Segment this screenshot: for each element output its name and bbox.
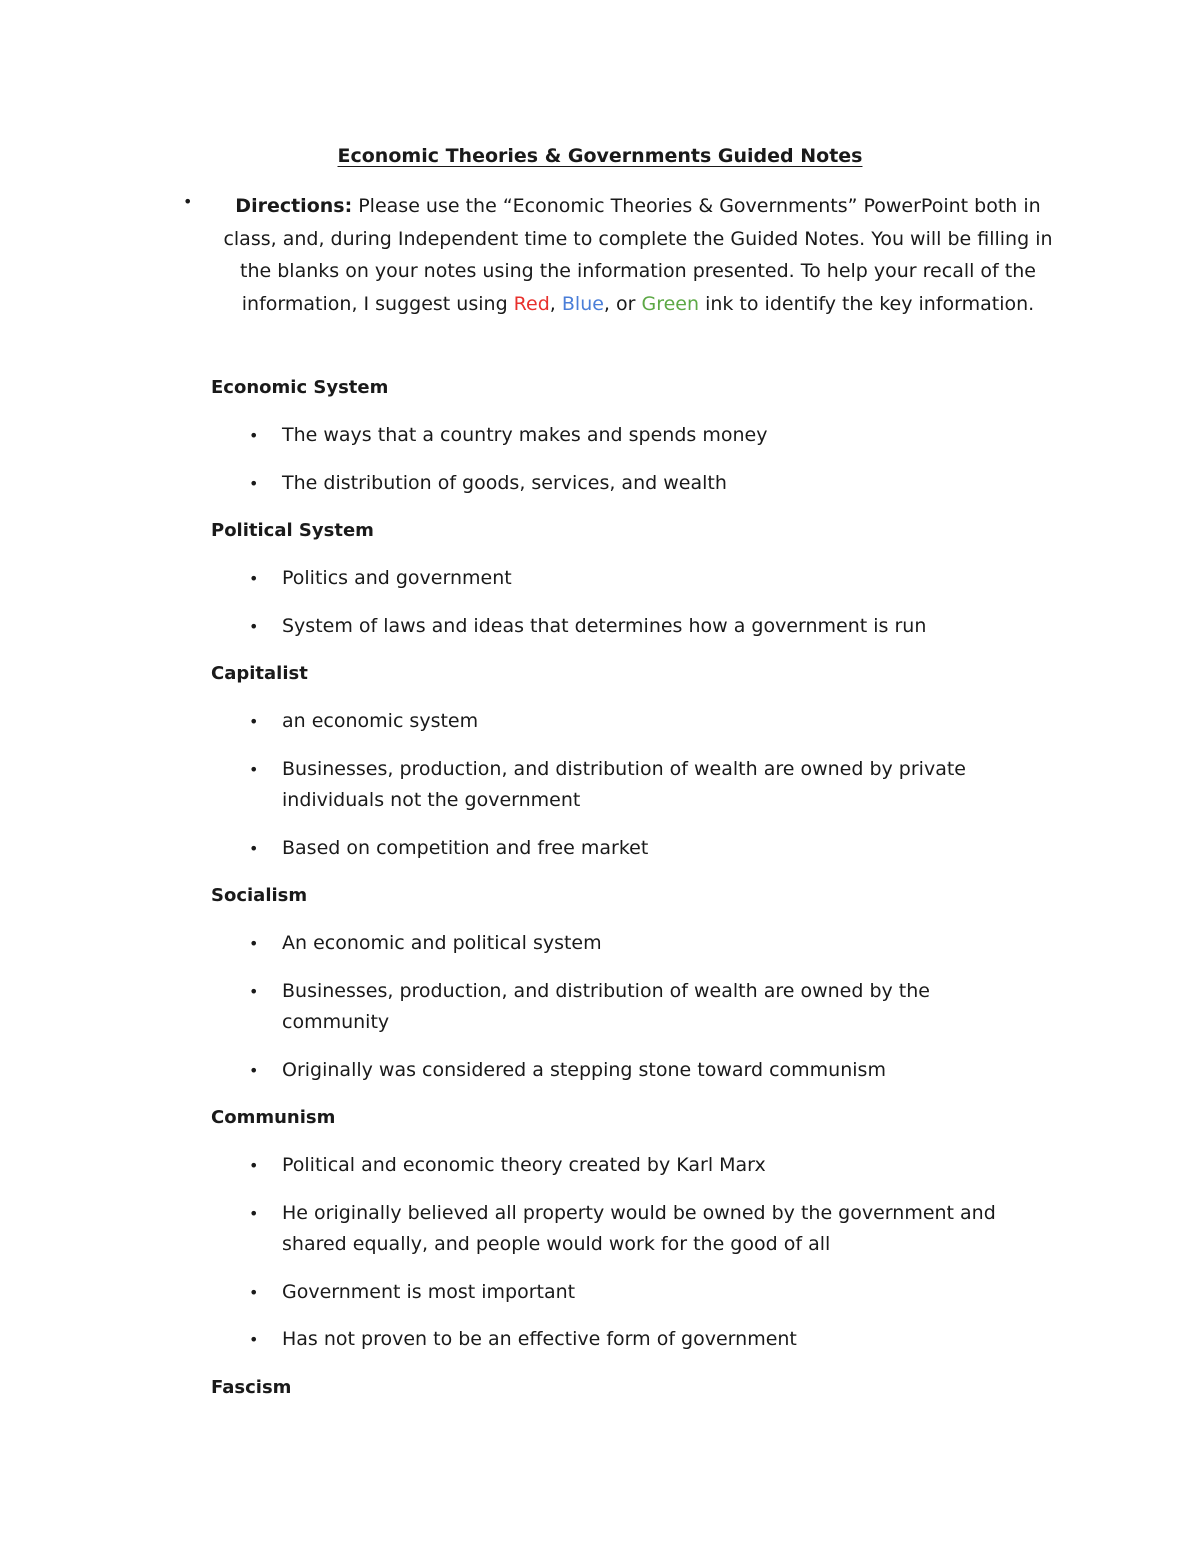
list-item-text: He originally believed all property would be owned by the government and shared equally, and people would work for the good of all xyxy=(282,1201,996,1255)
list-item xyxy=(211,1150,1041,1182)
directions-separator: , or xyxy=(603,292,642,315)
section-heading: Capitalist xyxy=(211,663,308,684)
list-item-text: Has not proven to be an effective form of government xyxy=(282,1328,797,1350)
list-item-text: Political and economic theory created by Karl Marx xyxy=(282,1154,766,1176)
directions-block xyxy=(183,190,1063,320)
list-item xyxy=(211,1198,1041,1261)
section-heading: Political System xyxy=(211,520,374,541)
list-item xyxy=(211,976,1041,1039)
red-ink-word: Red xyxy=(513,292,550,315)
directions-body-start: Please use the “Economic Theories & Governments” PowerPoint both in class, and, during Independent time to complete the Guided Notes. You will be filling in the blanks on your notes using the information presented. To help your recall of the information, I suggest using xyxy=(223,195,1053,315)
list-item-text: The distribution of goods, services, and wealth xyxy=(282,471,727,494)
list-item xyxy=(211,1324,1041,1356)
bullet-icon: • xyxy=(249,712,259,731)
list-item xyxy=(211,563,1041,595)
bullet-icon: • xyxy=(249,1330,259,1349)
directions-label: Directions: xyxy=(235,195,353,217)
directions-separator: , xyxy=(549,292,562,315)
list-item-text: Government is most important xyxy=(282,1280,576,1303)
list-item-text: Based on competition and free market xyxy=(282,836,649,859)
list-item-text: Politics and government xyxy=(282,567,512,589)
section-heading: Fascism xyxy=(211,1376,292,1398)
bullet-icon: • xyxy=(249,1282,259,1302)
bullet-icon: • xyxy=(249,838,259,858)
directions-body-end: ink to identify the key information. xyxy=(699,292,1035,315)
list-item xyxy=(211,420,1041,452)
list-item xyxy=(211,611,1041,643)
list-item-text: The ways that a country makes and spends money xyxy=(282,424,768,446)
list-item xyxy=(211,706,1041,738)
list-item-text: An economic and political system xyxy=(282,932,602,954)
list-item-text: Businesses, production, and distribution of wealth are owned by the community xyxy=(282,979,930,1033)
list-item-text: System of laws and ideas that determines how a government is run xyxy=(282,614,927,637)
list-item xyxy=(211,468,1041,500)
list-item xyxy=(211,928,1041,960)
list-item xyxy=(211,833,1041,865)
bullet-icon: • xyxy=(249,1203,259,1223)
bullet-icon: • xyxy=(249,981,259,1001)
list-item-text: an economic system xyxy=(282,710,479,732)
bullet-icon: • xyxy=(249,426,259,445)
bullet-icon: • xyxy=(249,759,259,779)
list-item-text: Originally was considered a stepping stone toward communism xyxy=(282,1058,886,1081)
section-heading: Communism xyxy=(211,1107,336,1128)
list-item-text: Businesses, production, and distribution of wealth are owned by private individuals not the government xyxy=(282,757,966,811)
section-heading: Socialism xyxy=(211,885,308,906)
document-title: Economic Theories & Governments Guided Notes xyxy=(337,145,863,167)
bullet-icon: • xyxy=(183,192,193,211)
bullet-icon: • xyxy=(249,1156,259,1175)
notes-sections xyxy=(211,372,1091,1420)
green-ink-word: Green xyxy=(641,292,700,315)
list-item xyxy=(211,754,1041,817)
list-item xyxy=(211,1055,1041,1087)
list-item xyxy=(211,1277,1041,1309)
bullet-icon: • xyxy=(249,1060,259,1080)
bullet-icon: • xyxy=(249,934,259,953)
section-heading: Economic System xyxy=(211,377,389,398)
bullet-icon: • xyxy=(249,473,259,493)
bullet-icon: • xyxy=(249,616,259,636)
directions-text xyxy=(213,190,1063,320)
blue-ink-word: Blue xyxy=(561,292,604,315)
bullet-icon: • xyxy=(249,569,259,588)
